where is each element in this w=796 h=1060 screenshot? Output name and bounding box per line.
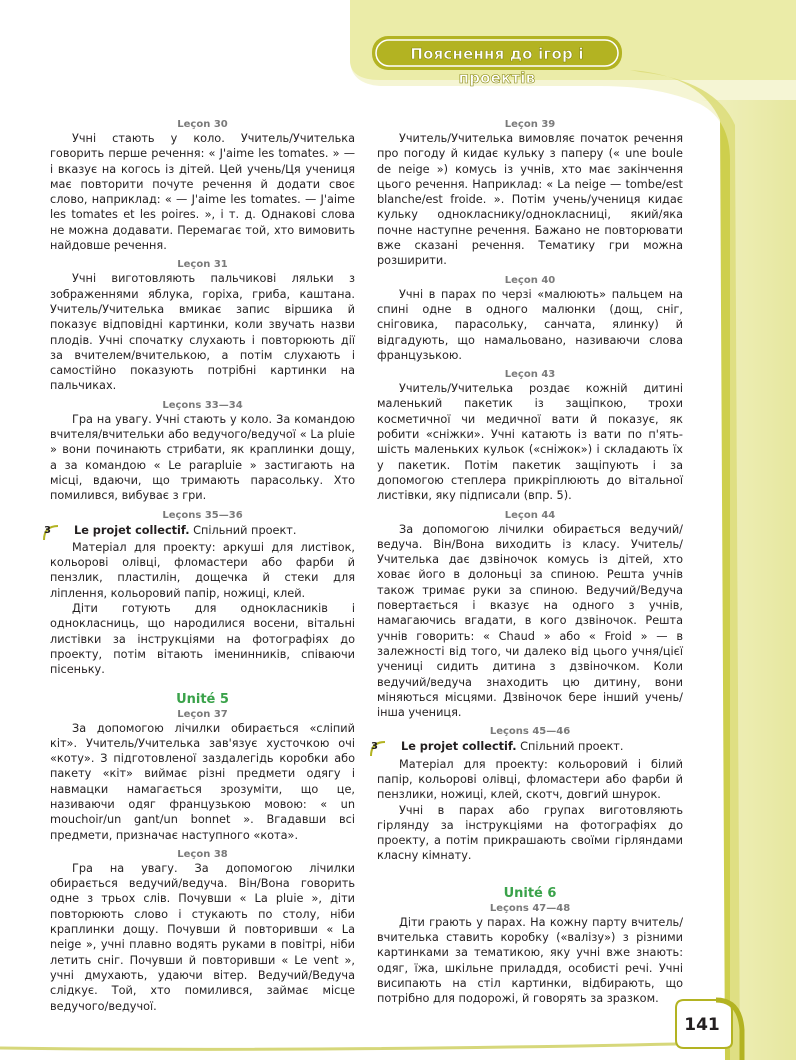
lesson-30 bbox=[50, 118, 355, 253]
lessons-35-36 bbox=[44, 509, 355, 678]
lessons-45-46 bbox=[371, 725, 683, 863]
lesson-text: Матеріал для проекту: кольоровий і білий папір, кольорові олівці, фломастери або фарби й пензлики, ножиці, клей, скотч, довгий шнурок. bbox=[377, 757, 683, 802]
unit-5-title: Unité 5 bbox=[176, 691, 229, 707]
page-number: 141 bbox=[684, 1015, 720, 1035]
lesson-38 bbox=[50, 848, 355, 1014]
lesson-heading: Leçons 35—36 bbox=[162, 509, 243, 521]
lesson-text: Учні стають у коло. Учитель/Учителька говорить перше речення: « J'aime les tomates. » — і вказує на когось із дітей. Цей учень/Ця учениця має повторити почуте речення й додати своє слово, наприклад: « — J'aime les tomates. — J'aime les tomates et les poires. », і т. д. Однакові слова не можна додавати. Перемагає той, хто вимовить найдовше речення. bbox=[50, 132, 355, 253]
lesson-text: Діти готують для однокласників і однокласниць, що народилися восени, вітальні листівки за інструкціями на фотографіях до проекту, потім вітають іменинників, співаючи пісеньку. bbox=[50, 602, 355, 677]
lesson-heading: Leçon 38 bbox=[177, 848, 228, 860]
project-number-badge: 3 bbox=[371, 741, 378, 753]
lesson-text: Діти грають у парах. На кожну парту вчитель/вчителька ставить коробку («валізу») з різними картинками за тематикою, яку учні вже знають: одяг, їжа, шкільне приладдя, особисті речі. Учні висипають на стіл картинки, відбирають, що потрібно для подорожі, й говорять за зразком. bbox=[377, 915, 683, 1006]
lesson-text: Учитель/Учителька вимовляє початок речення про погоду й кидає кульку з паперу (« une boule de neige ») комусь із учнів, хто має закінчення цього речення. Наприклад: « La neige — tombe/est blanche/est froide. ». Потім учень/учениця кидає кульку однокласнику/однокласниці, який/яка почне наступне речення. Бажано не повторювати вже сказані речення. Тематику гри можна розширити. bbox=[377, 132, 683, 268]
lesson-40 bbox=[377, 274, 683, 363]
project-line bbox=[371, 739, 683, 754]
project-line bbox=[44, 523, 355, 538]
lesson-heading: Leçon 40 bbox=[504, 274, 556, 286]
lesson-heading: Leçon 44 bbox=[504, 509, 556, 521]
project-title: Le projet collectif. bbox=[401, 740, 517, 754]
lesson-text: Матеріал для проекту: аркуші для листівок, кольорові олівці, фломастери або фарби й пензлик, пластилін, дощечка й стеки для ліплення, кольоровий папір, ножиці, клей. bbox=[50, 540, 355, 600]
lesson-text: За допомогою лічилки обирається ведучий/ведуча. Він/Вона виходить із класу. Учитель/Учителька дає дзвіночок комусь із дітей, хто ховає його в долоньці за спиною. Решта учнів також тримає руки за спиною. Ведучий/Ведуча повертається і вказує на одного з учнів, намагаючись вгадати, в кого дзвіночок. Решта учнів говорить: « Chaud » або « Froid » — в залежності від того, чи далеко від цього учня/цієї учениці сидить дитина з дзвіночком. Коли ведучий/ведуча знаходить цю дитину, вони міняються місцями. Дзвіночок бере інший учень/інша учениця. bbox=[377, 522, 683, 720]
lesson-37 bbox=[50, 708, 355, 843]
section-header-title: Пояснення до ігор і проектів bbox=[410, 45, 584, 87]
lesson-heading: Leçon 39 bbox=[504, 119, 556, 130]
lessons-33-34 bbox=[50, 399, 355, 504]
lesson-text: Учні в парах по черзі «малюють» пальцем на спині одне в одного малюнки (дощ, сніг, сніговика, парасольку, санчата, ялинку) й відгадують, що намальовано, називаючи слова французькою. bbox=[377, 287, 683, 362]
lesson-44 bbox=[377, 509, 683, 721]
lesson-43 bbox=[377, 368, 683, 503]
lesson-text: Гра на увагу. За допомогою лічилки обирається ведучий/ведуча. Він/Вона говорить одне з трьох слів. Почувши « La pluie », діти повторюють слово і стукають по столу, ніби краплинки дощу. Почувши й повторивши « La neige », учні плавно водять руками в повітрі, ніби летить сніг. Почувши й повторивши « Le vent », учні дмухають, удаючи вітер. Ведучий/Ведуча слідкує. Той, хто помилився, займає місце ведучого/ведучої. bbox=[50, 861, 355, 1013]
lesson-heading: Leçons 45—46 bbox=[489, 726, 571, 738]
lesson-text: Учитель/Учителька роздає кожній дитині маленький пакетик із защіпкою, трохи косметичної чи медичної вати й показує, як робити «сніжки». Учні катають із вати по п'ять-шість маленьких кульок («сніжок») і складають їх у пакетик. Потім пакетик защіпують і за допомогою степлера прикріплюють до вітальної листівки, яку підписали (впр. 5). bbox=[377, 382, 683, 503]
left-column bbox=[44, 118, 355, 1014]
unit-6-title: Unité 6 bbox=[503, 885, 557, 901]
lesson-heading: Leçon 37 bbox=[177, 708, 228, 720]
lesson-text: Гра на увагу. Учні стають у коло. За командою вчителя/вчительки або ведучого/ведучої « La pluie » вони починають стрибати, як краплинки дощу, а за командою « Le parapluie » застигають на місці, вдаючи, що тримають парасольку. Хто помилився, вибуває з гри. bbox=[50, 412, 355, 503]
lessons-47-48 bbox=[377, 902, 683, 1007]
project-number-badge: 3 bbox=[44, 524, 51, 536]
lesson-text: За допомогою лічилки обирається «сліпий кіт». Учитель/Учителька зав'язує хусточкою очі «коту». З підготовленої заздалегідь коробки або пакету «кіт» виймає різні предмети одягу і навмацки намагається зрозуміти, що це, називаючи одяг французькою мовою: « un mouchoir/un gant/un bonnet ». Вгадавши всі предмети, призначає наступного «кота». bbox=[50, 721, 355, 842]
project-subtitle: Спільний проект. bbox=[520, 740, 624, 754]
lesson-heading: Leçons 33—34 bbox=[162, 399, 243, 411]
lesson-heading: Leçon 43 bbox=[504, 369, 556, 381]
lesson-heading: Leçon 31 bbox=[177, 259, 228, 271]
project-title: Le projet collectif. bbox=[74, 523, 190, 537]
lesson-heading: Leçon 30 bbox=[177, 119, 228, 130]
lesson-heading: Leçons 47—48 bbox=[489, 902, 571, 914]
project-subtitle: Спільний проект. bbox=[193, 523, 297, 537]
right-column bbox=[371, 118, 683, 1007]
lesson-39 bbox=[377, 118, 683, 269]
lesson-text: Учні в парах або групах виготовляють гірлянду за інструкціями на фотографіях до проекту, а потім прикрашають своїми гірляндами класну кімнату. bbox=[377, 803, 683, 863]
lesson-31 bbox=[50, 258, 355, 393]
lesson-text: Учні виготовляють пальчикові ляльки з зображеннями яблука, горіха, гриба, каштана. Учитель/Учителька вмикає запис віршика й показує відповідні картинки, коли звучать назви плодів. Учні спочатку слухають і повторюють дії за вчителем/вчителькою, а потім слухають і самостійно показують потрібні картинки на пальчиках. bbox=[50, 272, 355, 393]
